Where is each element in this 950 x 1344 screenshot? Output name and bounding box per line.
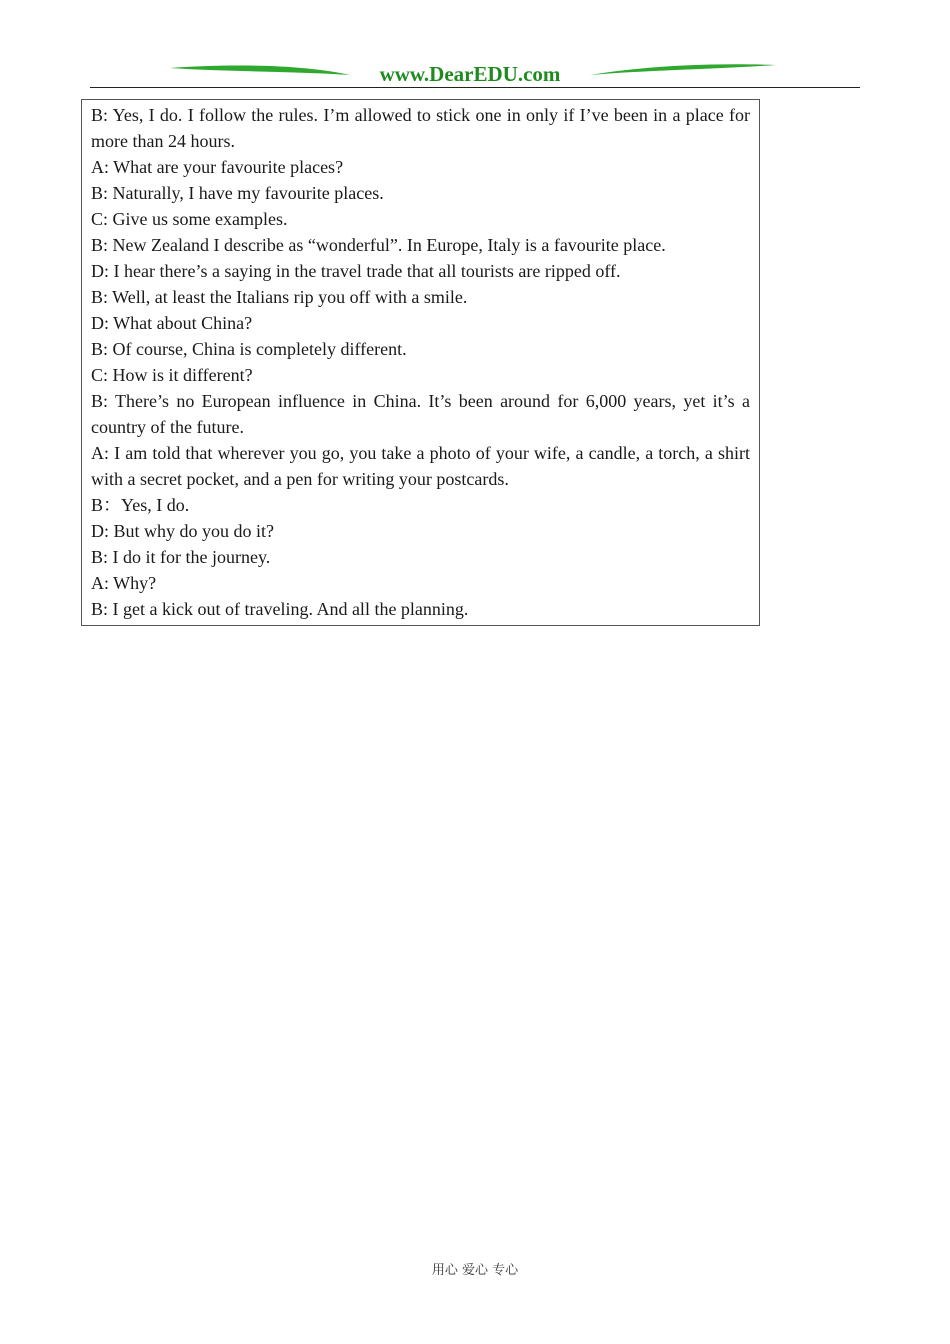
dialogue-line: D: But why do you do it? — [91, 521, 274, 541]
dialogue-line: B: Naturally, I have my favourite places. — [91, 183, 384, 203]
page-header — [90, 62, 860, 90]
dialogue-line: D: What about China? — [91, 313, 253, 333]
dialogue-line: B: I get a kick out of traveling. And all the planning. — [91, 599, 469, 619]
dialogue-line: A: I am told that wherever you go, you take a photo of your wife, a candle, a torch, a shirt with a secret pocket, and a pen for writing your postcards. — [91, 443, 750, 489]
dialogue-line: B: New Zealand I describe as “wonderful”. In Europe, Italy is a favourite place. — [91, 235, 666, 255]
dialogue-line: D: I hear there’s a saying in the travel trade that all tourists are ripped off. — [91, 261, 621, 281]
dialogue-line: C: How is it different? — [91, 365, 253, 385]
dialogue-line: B: I do it for the journey. — [91, 547, 271, 567]
dialogue-line: B: There’s no European influence in China. It’s been around for 6,000 years, yet it’s a country of the future. — [91, 391, 750, 437]
dialogue-line: A: What are your favourite places? — [91, 157, 344, 177]
dialogue-line: B：Yes, I do. — [91, 495, 190, 515]
dialogue-line: B: Yes, I do. I follow the rules. I’m allowed to stick one in only if I’ve been in a place for more than 24 hours. — [91, 105, 750, 151]
dialogue-box — [81, 99, 760, 626]
dialogue-line: C: Give us some examples. — [91, 209, 288, 229]
left-swoosh — [170, 66, 350, 75]
dialogue-line: A: Why? — [91, 573, 157, 593]
dialogue-line: B: Of course, China is completely different. — [91, 339, 407, 359]
dialogue-line: B: Well, at least the Italians rip you off with a smile. — [91, 287, 468, 307]
footer-text: 用心 爱心 专心 — [431, 1263, 519, 1278]
right-swoosh — [590, 64, 776, 75]
logo-text: www.DearEDU.com — [379, 62, 561, 86]
header-rule — [90, 87, 860, 88]
dearedu-logo — [170, 62, 780, 86]
